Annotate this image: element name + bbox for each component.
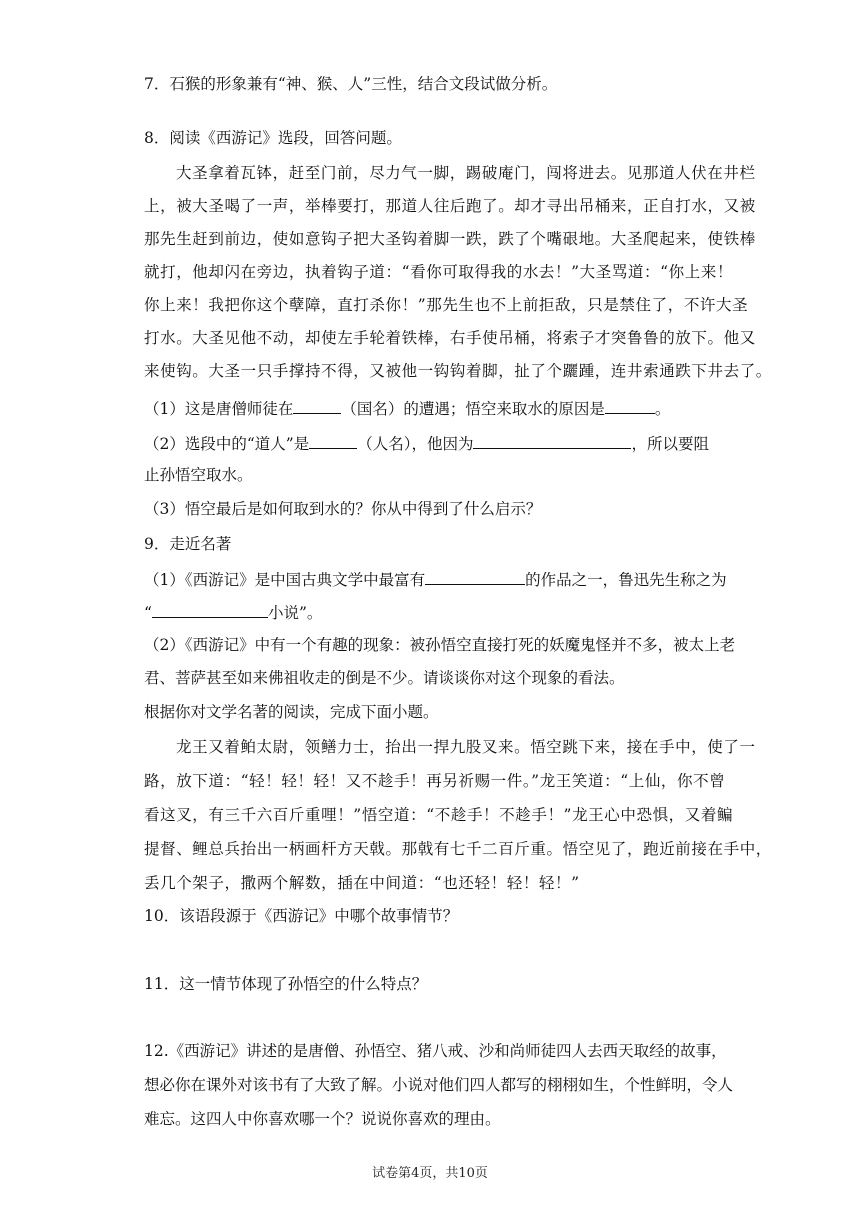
- q8-2: [144, 432, 709, 454]
- passage-line: 你上来！我把你这个孽障，直打杀你！”那先生也不上前拒敌，只是禁住了，不许大圣: [144, 296, 749, 314]
- q8-1-text-c: 。: [654, 400, 671, 418]
- q9-1-text-d: 小说”。: [267, 604, 323, 622]
- q9-1: [144, 568, 727, 590]
- q9-1-cont: [144, 601, 322, 623]
- q12-line: 想必你在课外对该书有了大致了解。小说对他们四人都写的栩栩如生，个性鲜明，令人: [144, 1076, 734, 1094]
- q9-2-line: （2）《西游记》中有一个有趣的现象：被孙悟空直接打死的妖魔鬼怪并不多，被太上老: [144, 636, 736, 654]
- page-footer: 试卷第4页，共10页: [372, 1166, 488, 1181]
- passage-line: 看这叉，有三千六百斤重哩！”悟空道：“不趁手！不趁手！”龙王心中恐惧，又着鳊: [144, 806, 734, 824]
- passage-line: 那先生赶到前边，使如意钩子把大圣钩着脚一跌，跌了个嘴硍地。大圣爬起来，使铁棒: [144, 230, 756, 248]
- passage-line: 路，放下道：“轻！轻！轻！又不趁手！再另祈赐一件。”龙王笑道：“上仙，你不曾: [144, 772, 726, 790]
- answer-blank[interactable]: [152, 601, 268, 618]
- q8-2-text-c: ，所以要阻: [631, 435, 709, 453]
- answer-blank[interactable]: [605, 397, 655, 414]
- passage-line: 丢几个架子，撒两个解数，插在中间道：“也还轻！轻！轻！”: [144, 874, 580, 892]
- q12-line: 12.《西游记》讲述的是唐僧、孙悟空、猪八戒、沙和尚师徒四人去西天取经的故事，: [144, 1042, 727, 1060]
- answer-blank[interactable]: [473, 432, 631, 449]
- q8-1-text-b: （国名）的遭遇；悟空来取水的原因是: [341, 400, 605, 418]
- q9-1-text-a: （1）《西游记》是中国古典文学中最富有: [144, 571, 426, 589]
- passage-line: 大圣拿着瓦钵，赶至门前，尽力气一脚，踢破庵门，闯将进去。见那道人伏在井栏: [176, 164, 756, 182]
- answer-blank[interactable]: [293, 397, 341, 414]
- passage-line: 龙王又着鲌太尉，领鳝力士，抬出一捍九股叉来。悟空跳下来，接在手中，使了一: [176, 738, 756, 756]
- q8-1: [144, 397, 670, 419]
- q8-1-text-a: （1）这是唐僧师徒在: [144, 400, 294, 418]
- q10: 10．该语段源于《西游记》中哪个故事情节？: [144, 907, 459, 925]
- passage-line: 上，被大圣喝了一声，举棒要打，那道人往后跑了。却才寻出吊桶来，正自打水，又被: [144, 197, 756, 215]
- q8-title: 8．阅读《西游记》选段，回答问题。: [144, 129, 402, 147]
- answer-blank[interactable]: [309, 432, 357, 449]
- q7: 7．石猴的形象兼有“神、猴、人”三性，结合文段试做分析。: [144, 75, 558, 93]
- q8-3: （3）悟空最后是如何取到水的？你从中得到了什么启示？: [144, 500, 542, 518]
- answer-blank[interactable]: [425, 568, 525, 585]
- q8-2-cont: 止孙悟空取水。: [144, 466, 253, 484]
- passage-line: 就打，他却闪在旁边，执着钩子道：“看你可取得我的水去！”大圣骂道：“你上来！: [144, 263, 734, 281]
- passage-line: 打水。大圣见他不动，却使左手轮着铁棒，右手使吊桶，将索子才突鲁鲁的放下。他又: [144, 329, 756, 347]
- q8-2-text-b: （人名），他因为: [357, 435, 474, 453]
- q12-line: 难忘。这四人中你喜欢哪一个？说说你喜欢的理由。: [144, 1110, 501, 1128]
- passage-line: 提督、鲤总兵抬出一柄画杆方天戟。那戟有七千二百斤重。悟空见了，跑近前接在手中，: [144, 840, 772, 858]
- passage-line: 来使钩。大圣一只手撑持不得，又被他一钩钩着脚，扯了个躧踵，连井索通跌下井去了。: [144, 362, 772, 380]
- q9-2-line: 君、菩萨甚至如来佛祖收走的倒是不少。请谈谈你对这个现象的看法。: [144, 669, 625, 687]
- q9-1-text-b: 的作品之一，鲁迅先生称之为: [525, 571, 727, 589]
- intro-2: 根据你对文学名著的阅读，完成下面小题。: [144, 703, 439, 721]
- q9-1-text-c: “: [144, 604, 152, 622]
- q11: 11．这一情节体现了孙悟空的什么特点？: [144, 975, 428, 993]
- q9-title: 9．走近名著: [144, 535, 232, 553]
- q8-2-text-a: （2）选段中的“道人”是: [144, 435, 310, 453]
